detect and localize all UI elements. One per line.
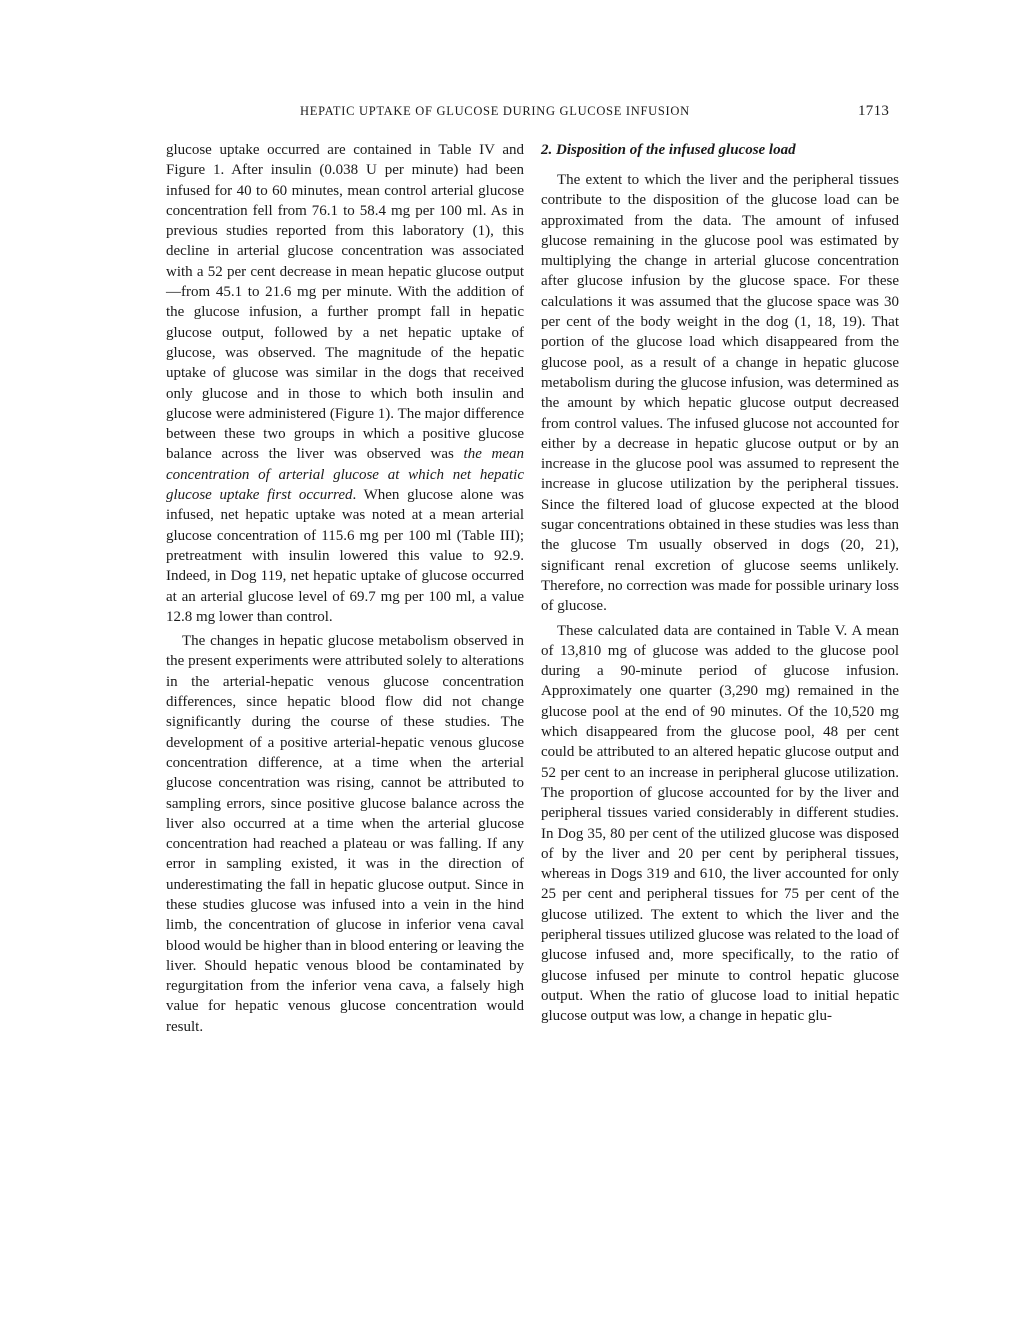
page-number: 1713 xyxy=(858,103,890,119)
paragraph-text: . When glucose alone was infused, net hepatic uptake was noted at a mean arterial glucose concentration of 115.6 mg per 100 ml (Table III); pretreatment with insulin lowered this value to 92.9. Indeed, in Dog 119, net hepatic uptake of glucose occurred at an arterial glucose level of 69.7 mg per 100 ml, a value 12.8 mg lower than control. xyxy=(166,487,524,625)
paragraph-hepatic-metabolism: The changes in hepatic glucose metabolism observed in the present experiments were attributed solely to alterations in the arterial-hepatic venous glucose concentration differences, since hepatic blood flow did not change significantly during the course of these studies. The development of a positive arterial-hepatic venous glucose concentration difference, at a time when the arterial glucose concentration was rising, cannot be attributed to sampling errors, since positive glucose balance across the liver also occurred at a time when the arterial glucose concentration had reached a plateau or was falling. If any error in sampling existed, it was in the direction of underestimating the fall in hepatic glucose output. Since in these studies glucose was infused into a vein in the hind limb, the concentration of glucose in inferior vena caval blood would be higher than in blood entering or leaving the liver. Should hepatic venous blood be contaminated by regurgitation from the inferior vena cava, a falsely high value for hepatic venous glucose concentration would result. xyxy=(166,633,524,1035)
right-column xyxy=(541,140,899,1026)
paragraph-text: glucose uptake occurred are contained in Table IV and Figure 1. After insulin (0.038 U per minute) had been infused for 40 to 60 minutes, mean control arterial glucose concentration fell from 76.1 to 58.4 mg per 100 ml. As in previous studies reported from this laboratory (1), this decline in arterial glucose concentration was associated with a 52 per cent decrease in mean hepatic glucose output—from 45.1 to 21.6 mg per minute. With the addition of the glucose infusion, a further prompt fall in hepatic glucose output, followed by a net hepatic uptake of glucose, was observed. The magnitude of the hepatic uptake of glucose was similar in the dogs that received only glucose and in those to which both insulin and glucose were administered (Figure 1). The major difference between these two groups in which a positive glucose balance across the liver was observed was xyxy=(166,142,524,463)
italic-emphasis: the mean concentration of arterial glucose at which net hepatic glucose uptake first occurred xyxy=(166,446,525,504)
paragraph-continued xyxy=(166,140,524,627)
running-title: HEPATIC UPTAKE OF GLUCOSE DURING GLUCOSE INFUSION xyxy=(300,104,690,118)
left-column xyxy=(166,140,524,1037)
section-heading: 2. Disposition of the infused glucose load xyxy=(541,142,796,158)
paragraph-disposition: The extent to which the liver and the peripheral tissues contribute to the disposition of the glucose load can be approximated from the data. The amount of infused glucose remaining in the glucose pool was estimated by multiplying the change in arterial glucose concentration after glucose infusion by the glucose space. For these calculations it was assumed that the glucose space was 30 per cent of the body weight in the dog (1, 18, 19). That portion of the glucose load which disappeared from the glucose pool, as a result of a change in hepatic glucose metabolism during the glucose infusion, was determined as the amount by which hepatic glucose output decreased from control values. The infused glucose not accounted for either by a decrease in hepatic glucose output or by an increase in the glucose pool was assumed to represent the increase in glucose utilization by the peripheral tissues. Since the filtered load of glucose expected at the blood sugar concentrations obtained in these studies was less than the glucose Tm usually observed in dogs (20, 21), significant renal excretion of glucose seems unlikely. Therefore, no correction was made for possible urinary loss of glucose. xyxy=(541,172,899,615)
paragraph-table-v: These calculated data are contained in Table V. A mean of 13,810 mg of glucose was added to the glucose pool during a 90-minute period of glucose infusion. Approximately one quarter (3,290 mg) remained in the glucose pool at the end of 90 minutes. Of the 10,520 mg which disappeared from the glucose pool, 48 per cent could be attributed to an altered hepatic glucose output and 52 per cent to an increase in peripheral glucose utilization. The proportion of glucose accounted for by the liver and peripheral tissues varied considerably in different studies. In Dog 35, 80 per cent of the utilized glucose was disposed of by the liver and 20 per cent by peripheral tissues, whereas in Dogs 319 and 610, the liver accounted for only 25 per cent and peripheral tissues for 75 per cent of the glucose utilized. The extent to which the liver and the peripheral tissues utilized glucose was related to the load of glucose infused and, more specifically, to the ratio of glucose infused per minute to control hepatic glucose output. When the ratio of glucose load to initial hepatic glucose output was low, a change in hepatic glu- xyxy=(541,622,899,1025)
running-head xyxy=(0,104,1020,126)
